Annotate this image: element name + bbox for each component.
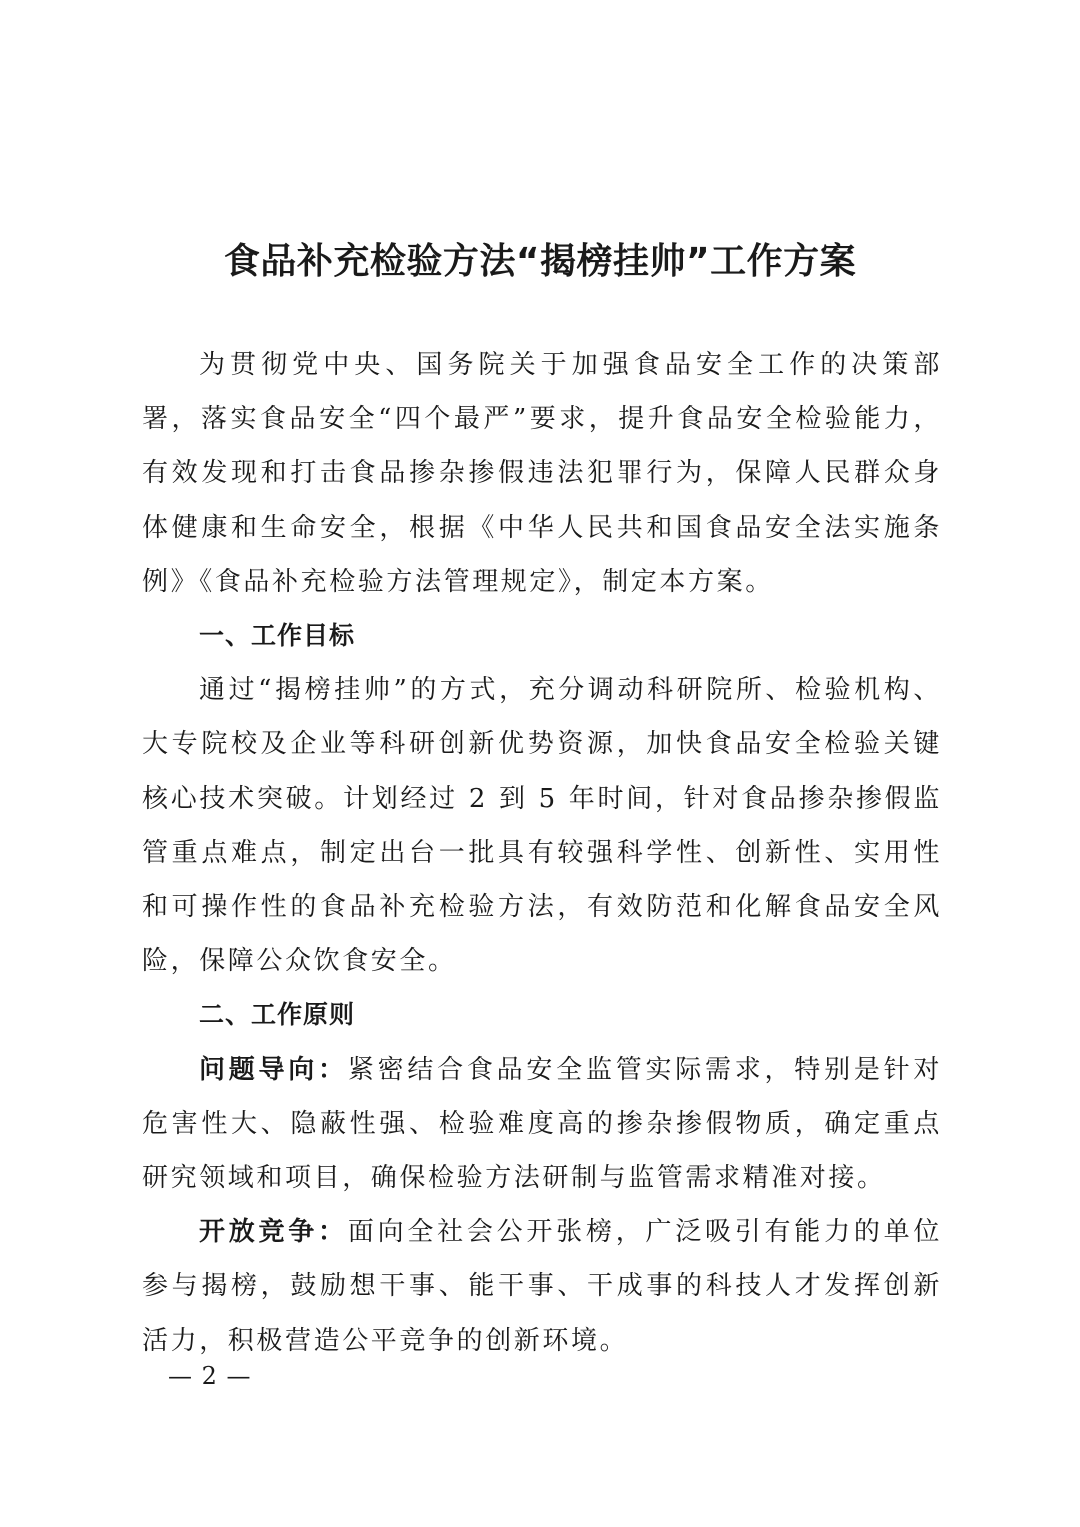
goals-paragraph: 通过“揭榜挂帅”的方式，充分调动科研院所、检验机构、大专院校及企业等科研创新优势资源，加快食品安全检验关键核心技术突破。计划经过 2 到 5 年时间，针对食品掺杂掺假监管重点难点，制定出台一批具有较强科学性、创新性、实用性和可操作性的食品补充检验方法，有效防范和化解食品安全风险，保障公众饮食安全。 (142, 675, 942, 977)
principle-text: 紧密结合食品安全监管实际需求，特别是针对危害性大、隐蔽性强、检验难度高的掺杂掺假物质，确定重点研究领域和项目，确保检验方法研制与监管需求精准对接。 (142, 1054, 942, 1194)
principle-paragraph (142, 1205, 942, 1368)
document-title: 食品补充检验方法“揭榜挂帅”工作方案 (223, 241, 857, 282)
principle-lead: 开放竞争： (199, 1217, 348, 1248)
principle-lead: 问题导向： (199, 1054, 348, 1085)
principle-paragraph (142, 1043, 942, 1206)
section-heading-principles: 二、工作原则 (199, 1000, 356, 1030)
section-heading-goals: 一、工作目标 (199, 621, 356, 651)
document-body (142, 338, 942, 1368)
intro-paragraph: 为贯彻党中央、国务院关于加强食品安全工作的决策部署，落实食品安全“四个最严”要求，提升食品安全检验能力，有效发现和打击食品掺杂掺假违法犯罪行为，保障人民群众身体健康和生命安全，根据《中华人民共和国食品安全法实施条例》《食品补充检验方法管理规定》，制定本方案。 (142, 350, 942, 597)
principle-text: 面向全社会公开张榜，广泛吸引有能力的单位参与揭榜，鼓励想干事、能干事、干成事的科技人才发挥创新活力，积极营造公平竞争的创新环境。 (142, 1217, 942, 1356)
page-number: — 2 — (168, 1362, 252, 1390)
